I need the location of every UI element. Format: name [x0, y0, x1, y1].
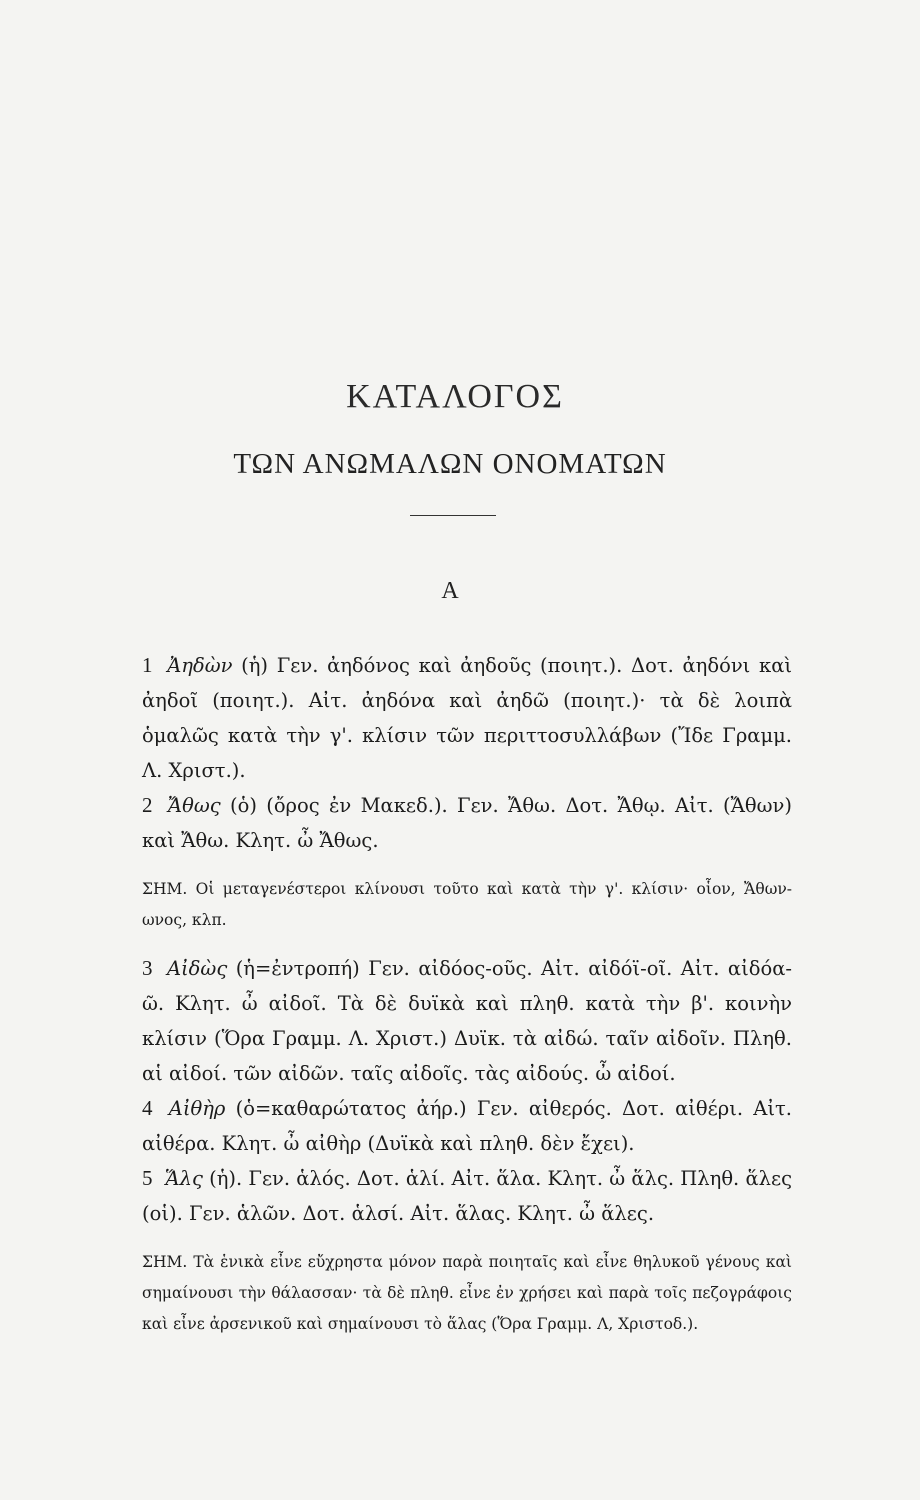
divider-rule: [410, 515, 496, 516]
entry-text: (ἡ). Γεν. ἁλός. Δοτ. ἁλί. Αἰτ. ἅλα. Κλητ. ὦ ἅλς. Πληθ. ἅλες (οἱ). Γεν. ἁλῶν. Δοτ. ἁλσί. Αἰτ. ἅλας. Κλητ. ὦ ἅλες.: [142, 1167, 793, 1225]
entry-number: 2: [142, 793, 153, 817]
entry-text: (ὁ=καθαρώτατος ἀήρ.) Γεν. αἰθερός. Δοτ. αἰθέρι. Αἰτ. αἰθέρα. Κλητ. ὦ αἰθὴρ (Δυϊκὰ καὶ πληθ. δὲν ἔχει).: [142, 1097, 792, 1155]
entry-1: [142, 648, 792, 788]
note-1: ΣΗΜ. Οἱ μεταγενέστεροι κλίνουσι τοῦτο καὶ κατὰ τὴν γ'. κλίσιν· οἷον, Ἄθων-ωνος, κλπ.: [142, 879, 792, 929]
entry-headword: Αἰδὼς: [166, 957, 228, 980]
entry-number: 3: [142, 956, 153, 980]
entry-headword: Αἰθὴρ: [168, 1097, 226, 1120]
page-title: ΚΑΤΑΛΟΓΟΣ: [346, 378, 564, 415]
entry-text: (ἡ) Γεν. ἀηδόνος καὶ ἀηδοῦς (ποιητ.). Δοτ. ἀηδόνι καὶ ἀηδοῖ (ποιητ.). Αἰτ. ἀηδόνα καὶ ἀηδῶ (ποιητ.)· τὰ δὲ λοιπὰ ὁμαλῶς κατὰ τὴν γ'. κλίσιν τῶν περιττοσυλλάβων (Ἴδε Γραμμ. Λ. Χριστ.).: [142, 654, 793, 782]
entry-5: [142, 1161, 792, 1231]
entry-number: 5: [142, 1166, 153, 1190]
entry-number: 4: [142, 1096, 153, 1120]
page-subtitle: ΤΩΝ ΑΝΩΜΑΛΩΝ ΟΝΟΜΑΤΩΝ: [233, 448, 667, 480]
entry-headword: Ἅλς: [164, 1167, 203, 1190]
entry-3: [142, 951, 792, 1091]
note-2: ΣΗΜ. Τὰ ἑνικὰ εἶνε εὔχρηστα μόνον παρὰ ποιηταῖς καὶ εἶνε θηλυκοῦ γένους καὶ σημαίνουσι τὴν θάλασσαν· τὰ δὲ πληθ. εἶνε ἐν χρήσει καὶ παρὰ τοῖς πεζογράφοις καὶ εἶνε ἀρσενικοῦ καὶ σημαίνουσι τὸ ἅλας (Ὅρα Γραμμ. Λ, Χριστοδ.).: [142, 1252, 792, 1333]
entry-headword: Ἀηδὼν: [167, 654, 233, 677]
entry-2: [142, 788, 792, 858]
entry-number: 1: [142, 653, 153, 677]
entries-body: [142, 648, 792, 1355]
section-letter: Α: [441, 578, 459, 604]
entry-text: (ἡ=ἐντροπή) Γεν. αἰδόος-οῦς. Αἰτ. αἰδόϊ-οῖ. Αἰτ. αἰδόα-ῶ. Κλητ. ὦ αἰδοῖ. Τὰ δὲ δυϊκὰ καὶ πληθ. κατὰ τὴν β'. κοινὴν κλίσιν (Ὅρα Γραμμ. Λ. Χριστ.) Δυϊκ. τὰ αἰδώ. ταῖν αἰδοῖν. Πληθ. αἱ αἰδοί. τῶν αἰδῶν. ταῖς αἰδοῖς. τὰς αἰδούς. ὦ αἰδοί.: [142, 957, 792, 1085]
entry-text: (ὁ) (ὄρος ἐν Μακεδ.). Γεν. Ἄθω. Δοτ. Ἄθῳ. Αἰτ. (Ἄθων) καὶ Ἄθω. Κλητ. ὦ Ἄθως.: [142, 794, 793, 852]
entry-headword: Ἄθως: [167, 794, 221, 817]
entry-4: [142, 1091, 792, 1161]
